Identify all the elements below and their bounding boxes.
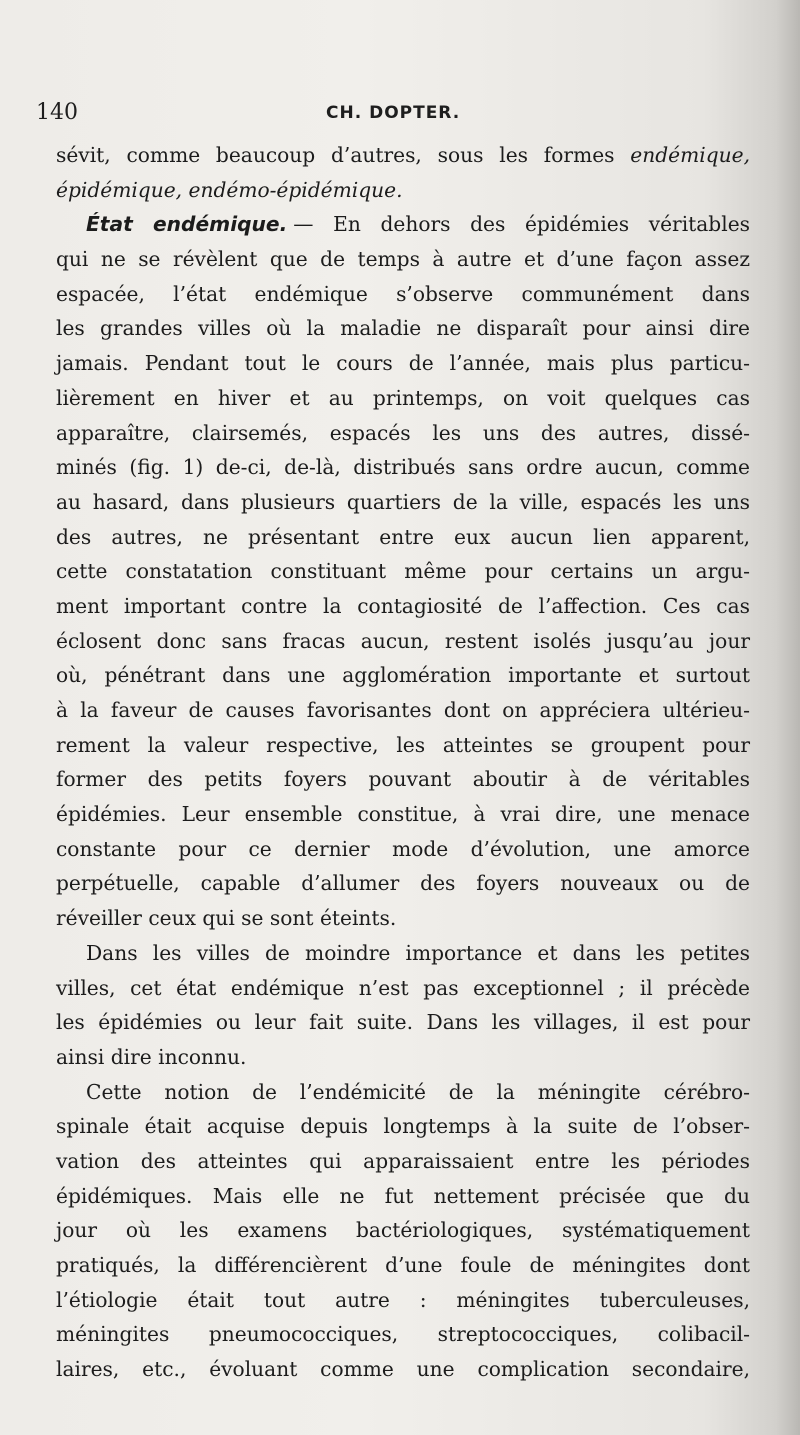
text-line: qui ne se révèlent que de temps à autre et d’une façon assez: [56, 247, 750, 272]
text-line: spinale était acquise depuis longtemps à la suite de l’obser-: [56, 1114, 750, 1139]
text-line: des autres, ne présentant entre eux aucun lien apparent,: [56, 524, 750, 549]
text-line: espacée, l’état endémique s’observe communément dans: [56, 281, 750, 306]
text-line: villes, cet état endémique n’est pas exceptionnel ; il précède: [56, 975, 750, 1000]
running-head: CH. DOPTER.: [326, 103, 461, 123]
text-line: sévit, comme beaucoup d’autres, sous les formes endémique,: [56, 143, 750, 167]
text-line: former des petits foyers pouvant aboutir à de véritables: [56, 767, 750, 792]
text-line: où, pénétrant dans une agglomération importante et surtout: [56, 663, 750, 688]
body-text: [56, 138, 750, 1387]
italic-term: épidémique, endémo-épidémique.: [56, 177, 403, 202]
text-line: laires, etc., évoluant comme une complication secondaire,: [56, 1357, 750, 1382]
text-line: pratiqués, la différencièrent d’une foule de méningites dont: [56, 1253, 750, 1277]
text-line: l’étiologie était tout autre : méningites tuberculeuses,: [56, 1287, 750, 1312]
text-line: rement la valeur respective, les atteintes se groupent pour: [56, 732, 750, 757]
text-line: jour où les examens bactériologiques, systématiquement: [56, 1218, 750, 1243]
page-number: 140: [36, 100, 78, 125]
text-line: ainsi dire inconnu.: [56, 1044, 247, 1069]
text-line: vation des atteintes qui apparaissaient entre les périodes: [56, 1148, 750, 1173]
text-line: les épidémies ou leur fait suite. Dans les villages, il est pour: [56, 1010, 750, 1035]
page-header: [36, 100, 736, 130]
text-line: constante pour ce dernier mode d’évolution, une amorce: [56, 836, 750, 861]
text-line: ment important contre la contagiosité de l’affection. Ces cas: [56, 593, 750, 618]
text-line: Cette notion de l’endémicité de la méningite cérébro-: [86, 1079, 750, 1104]
text-line: à la faveur de causes favorisantes dont on appréciera ultérieu-: [56, 698, 750, 722]
text-line: épidémiques. Mais elle ne fut nettement précisée que du: [56, 1183, 750, 1208]
text-line: État endémique. — En dehors des épidémies véritables: [86, 212, 750, 237]
text-line: éclosent donc sans fracas aucun, restent isolés jusqu’au jour: [56, 628, 750, 653]
text-line: cette constatation constituant même pour certains un argu-: [56, 559, 750, 584]
text-line: apparaître, clairsemés, espacés les uns des autres, dissé-: [56, 420, 750, 445]
section-heading: État endémique.: [86, 212, 288, 237]
text-line: au hasard, dans plusieurs quartiers de la ville, espacés les uns: [56, 489, 750, 514]
text-line: épidémies. Leur ensemble constitue, à vrai dire, une menace: [56, 802, 750, 827]
text-line: [56, 173, 750, 208]
text-line: méningites pneumococciques, streptococciques, colibacil-: [56, 1322, 750, 1347]
text-line: jamais. Pendant tout le cours de l’année, mais plus particu-: [56, 351, 750, 376]
text-line: minés (fig. 1) de-ci, de-là, distribués sans ordre aucun, comme: [56, 455, 750, 480]
italic-term: endémique,: [630, 143, 750, 167]
text-line: lièrement en hiver et au printemps, on voit quelques cas: [56, 385, 750, 410]
text-line: Dans les villes de moindre importance et dans les petites: [86, 940, 750, 965]
text-line: réveiller ceux qui se sont éteints.: [56, 906, 397, 931]
text-line: les grandes villes où la maladie ne disparaît pour ainsi dire: [56, 316, 750, 341]
text-line: perpétuelle, capable d’allumer des foyers nouveaux ou de: [56, 871, 750, 896]
